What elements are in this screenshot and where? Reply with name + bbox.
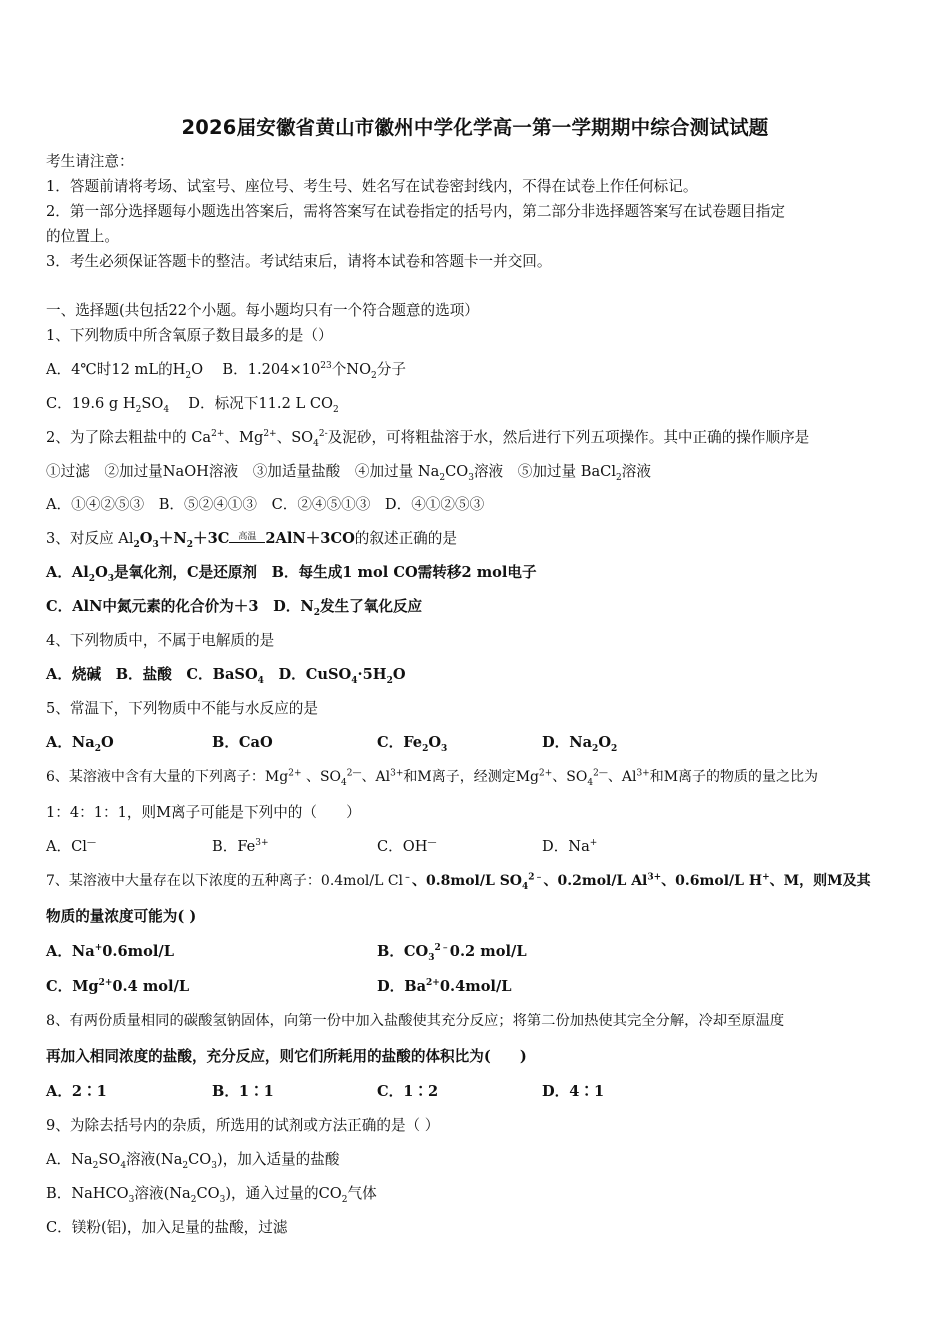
question-7-stem-cont: 物质的量浓度可能为( ) <box>46 908 197 925</box>
question-6-option-d: D．Na+ <box>542 838 598 855</box>
reaction-condition: 高温 <box>229 534 265 543</box>
question-5-option-c: C．$Fe_2O_3$ <box>377 734 448 754</box>
question-7-option-a: A．Na+0.6mol/L <box>46 943 174 960</box>
notice-heading: 考生请注意： <box>46 153 134 170</box>
question-5-option-a: A．$Na_2O$ <box>46 734 114 754</box>
question-6-option-a: A．Cl— <box>46 838 96 855</box>
question-9-option-a: A．$Na_2SO_4$溶液$(Na_2CO_3)$，加入适量的盐酸 <box>46 1151 340 1171</box>
question-1-options-ab: A．4℃时12 mL的$H_2O$ B．$1.204\times 10^{23}$个$NO_2$分子 <box>46 361 406 381</box>
question-1-options-cd: C．19.6 g $H_2SO_4$ D．标况下11.2 L $CO_2$ <box>46 395 339 415</box>
question-8-stem-cont: 再加入相同浓度的盐酸，充分反应，则它们所耗用的盐酸的体积比为( ) <box>46 1048 527 1065</box>
question-3-options-cd: C．AlN中氮元素的化合价为＋3 D．$N_2$发生了氧化反应 <box>46 598 423 618</box>
notice-item: 的位置上。 <box>46 228 119 245</box>
section-heading: 一、选择题(共包括22个小题。每小题均只有一个符合题意的选项） <box>46 302 479 319</box>
question-9-option-c: C．镁粉(铝)，加入足量的盐酸，过滤 <box>46 1219 288 1236</box>
question-5-option-b: B．CaO <box>212 734 273 751</box>
question-8-option-d: D．4∶1 <box>542 1083 605 1100</box>
question-3-stem: 3、对反应 $Al_2O_3+N_2+3C$ 高温 2AlN＋3CO的叙述正确的是 <box>46 530 457 550</box>
page-title: 2026届安徽省黄山市徽州中学化学高一第一学期期中综合测试试题 <box>181 116 769 139</box>
question-6-option-c: C．OH— <box>377 838 437 855</box>
question-5-stem: 5、常温下，下列物质中不能与水反应的是 <box>46 700 318 717</box>
question-8-option-a: A．2∶1 <box>46 1083 107 1100</box>
question-1-stem: 1、下列物质中所含氧原子数目最多的是（） <box>46 327 333 344</box>
question-6-option-b: B．$Fe^{3+}$ <box>212 838 269 855</box>
question-7-stem: 7、某溶液中大量存在以下浓度的五种离子：0.4mol/L Cl﹣、0.8mol/L $SO_4^{2﹣}$、0.2mol/L $Al^{3+}$、0.6mol/L H+、M，则M及其 <box>46 872 871 892</box>
question-8-option-b: B．1∶1 <box>212 1083 274 1100</box>
question-4-stem: 4、下列物质中，不属于电解质的是 <box>46 632 275 649</box>
question-7-option-b: B．$CO_3^{2﹣}0.2$ mol/L <box>377 943 527 963</box>
notice-item: 2．第一部分选择题每小题选出答案后，需将答案写在试卷指定的括号内，第二部分非选择题答案写在试卷题目指定 <box>46 203 785 220</box>
question-6-stem: 6、某溶液中含有大量的下列离子：$Mg^{2+}$ 、$SO_4^{2—}$、$Al^{3+}$和M离子，经测定$Mg^{2+}$、$SO_4^{2—}$、$Al^{3+}$和M离子的物质的量之比为 <box>46 768 819 788</box>
question-8-option-c: C．1∶2 <box>377 1083 439 1100</box>
question-8-stem: 8、有两份质量相同的碳酸氢钠固体，向第一份中加入盐酸使其充分反应；将第二份加热使其完全分解，冷却至原温度 <box>46 1013 785 1029</box>
question-3-options-ab: A．$Al_2O_3$是氧化剂，C是还原剂 B．每生成1 mol CO需转移2 mol电子 <box>46 564 537 584</box>
notice-item: 3．考生必须保证答题卡的整洁。考试结束后，请将本试卷和答题卡一并交回。 <box>46 253 552 270</box>
question-7-option-d: D．$Ba^{2+}0.4mol/L$ <box>377 978 512 995</box>
question-9-stem: 9、为除去括号内的杂质，所选用的试剂或方法正确的是（ ） <box>46 1117 440 1134</box>
question-2-stem: 2、为了除去粗盐中的 $Ca^{2+}$、$Mg^{2+}$、$SO_4^{2-}$及泥砂，可将粗盐溶于水，然后进行下列五项操作。其中正确的操作顺序是 <box>46 429 810 449</box>
question-2-operations: ①过滤 ②加过量NaOH溶液 ③加适量盐酸 ④加过量 $Na_2CO_3$溶液 ⑤加过量 BaCl$_2$溶液 <box>46 463 651 483</box>
question-2-options: A．①④②⑤③ B．⑤②④①③ C．②④⑤①③ D．④①②⑤③ <box>46 496 485 513</box>
question-4-options: A．烧碱 B．盐酸 C．BaSO$_4$ D．$CuSO_4\cdot 5H_2O$ <box>46 666 406 686</box>
question-7-option-c: C．$Mg^{2+}0.4$ mol/L <box>46 978 190 995</box>
question-5-option-d: D．$Na_2O_2$ <box>542 734 618 754</box>
question-6-stem-cont: 1：4：1：1，则M离子可能是下列中的（ ） <box>46 804 361 821</box>
notice-item: 1．答题前请将考场、试室号、座位号、考生号、姓名写在试卷密封线内，不得在试卷上作任何标记。 <box>46 178 698 195</box>
question-9-option-b: B．NaHCO$_3$溶液$(Na_2CO_3)$，通入过量的$CO_2$气体 <box>46 1185 377 1205</box>
